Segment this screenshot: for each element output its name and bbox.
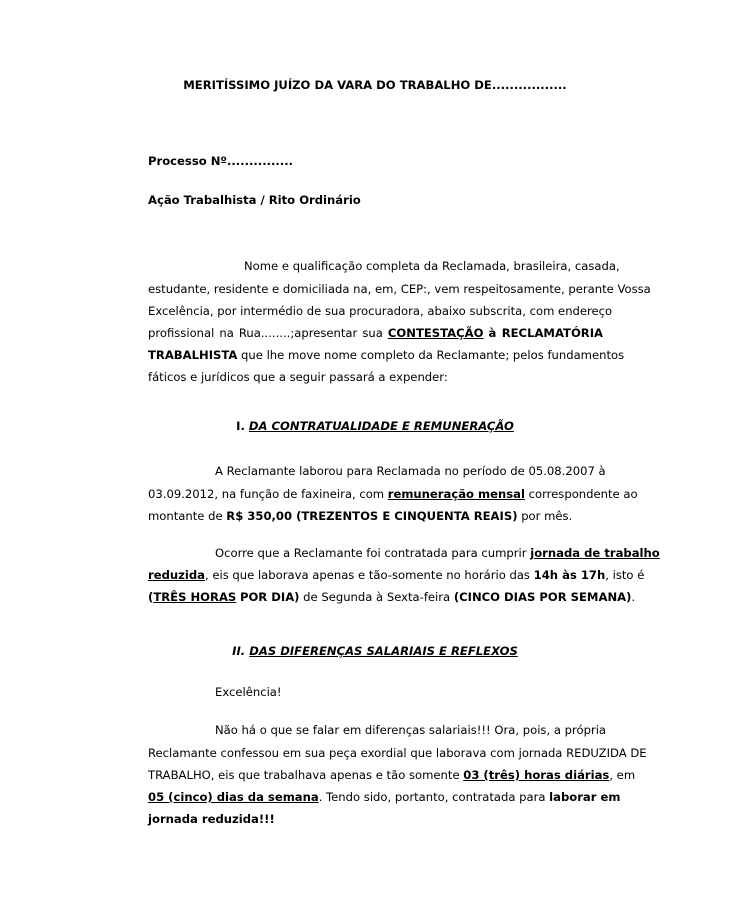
s1-p2-line-3-text: de Segunda à Sexta-feira — [303, 590, 451, 604]
s1-p2-line-1-text: Ocorre que a Reclamante foi contratada para cumprir — [215, 546, 527, 560]
s1-p2-line-3 — [148, 589, 636, 605]
cinco-dias-term: (CINCO DIAS POR SEMANA) — [453, 590, 632, 604]
s1-p1-line-1: A Reclamante laborou para Reclamada no período de 05.08.2007 à — [215, 464, 606, 478]
salary-amount: R$ 350,00 (TREZENTOS E CINQUENTA REAIS) — [226, 509, 518, 523]
reclamatoria-term: à RECLAMATÓRIA — [488, 326, 604, 340]
tres-horas-diarias: 03 (três) horas diárias — [463, 768, 610, 782]
s2-p1-line-1: Não há o que se falar em diferenças salariais!!! Ora, pois, a própria — [215, 723, 607, 737]
paren-open: ( — [148, 590, 154, 604]
intro-line-4-text: profissional na Rua........;apresentar sua — [148, 326, 383, 340]
cinco-dias-semana: 05 (cinco) dias da semana — [148, 790, 319, 804]
s2-p1-line-3-text: TRABALHO, eis que trabalhava apenas e tão somente — [148, 768, 460, 782]
s2-p1-line-4-text: . Tendo sido, portanto, contratada para — [318, 790, 546, 804]
intro-line-4 — [148, 325, 603, 341]
tres-horas-term: TRÊS HORAS — [153, 590, 237, 604]
s2-p1-line-4 — [148, 789, 621, 805]
s2-p1-line-3-end: , em — [609, 768, 636, 782]
s1-p1-line-2-text: 03.09.2012, na função de faxineira, com — [148, 487, 385, 501]
s1-p2-line-1 — [215, 545, 660, 561]
s1-p1-line-3-end: por mês. — [521, 509, 573, 523]
section-1-heading — [0, 418, 750, 434]
s1-p2-line-2 — [148, 567, 645, 583]
s1-p1-line-3 — [148, 508, 603, 524]
intro-line-2: estudante, residente e domiciliada na, em, CEP:, vem respeitosamente, perante Vossa — [148, 282, 651, 296]
intro-line-5-text: que lhe move nome completo da Reclamante; pelos fundamentos — [241, 348, 625, 362]
intro-line-1: Nome e qualificação completa da Reclamada, brasileira, casada, — [244, 259, 620, 273]
s1-p2-line-2-end: , isto é — [605, 568, 645, 582]
s2-p1-line-3 — [148, 767, 636, 783]
intro-line-5 — [148, 347, 625, 363]
laborar-em-term: laborar em — [549, 790, 621, 804]
trabalhista-term: TRABALHISTA — [148, 348, 238, 362]
section-2-title: DAS DIFERENÇAS SALARIAIS E REFLEXOS — [249, 644, 518, 658]
period: . — [631, 590, 636, 604]
reduzida-term: reduzida — [148, 568, 205, 582]
section-1-title: DA CONTRATUALIDADE E REMUNERAÇÃO — [248, 419, 514, 433]
section-1-number: I. — [236, 419, 245, 433]
court-title: MERITÍSSIMO JUÍZO DA VARA DO TRABALHO DE................. — [183, 78, 567, 92]
s1-p2-line-2-text: , eis que laborava apenas e tão-somente no horário das — [204, 568, 530, 582]
por-dia-term: POR DIA) — [239, 590, 300, 604]
action-type: Ação Trabalhista / Rito Ordinário — [148, 193, 361, 207]
intro-line-6: fáticos e jurídicos que a seguir passará a expender: — [148, 370, 448, 384]
contestacao-term: CONTESTAÇÃO — [387, 326, 484, 340]
hours-range: 14h às 17h — [533, 568, 606, 582]
section-2-number: II. — [232, 644, 246, 658]
s1-p1-line-2-end: correspondente ao — [528, 487, 638, 501]
s2-p1-line-5: jornada reduzida!!! — [148, 812, 275, 826]
s2-p1-line-2: Reclamante confessou em sua peça exordial que laborava com jornada REDUZIDA DE — [148, 746, 647, 760]
greeting: Excelência! — [215, 685, 282, 699]
s1-p1-line-3-text: montante de — [148, 509, 223, 523]
jornada-term: jornada de trabalho — [530, 546, 660, 560]
intro-line-3: Excelência, por intermédio de sua procuradora, abaixo subscrita, com endereço — [148, 304, 613, 318]
section-2-heading — [0, 643, 750, 659]
remuneracao-term: remuneração mensal — [387, 487, 525, 501]
s1-p1-line-2 — [148, 486, 638, 502]
process-number: Processo Nº............... — [148, 154, 294, 168]
